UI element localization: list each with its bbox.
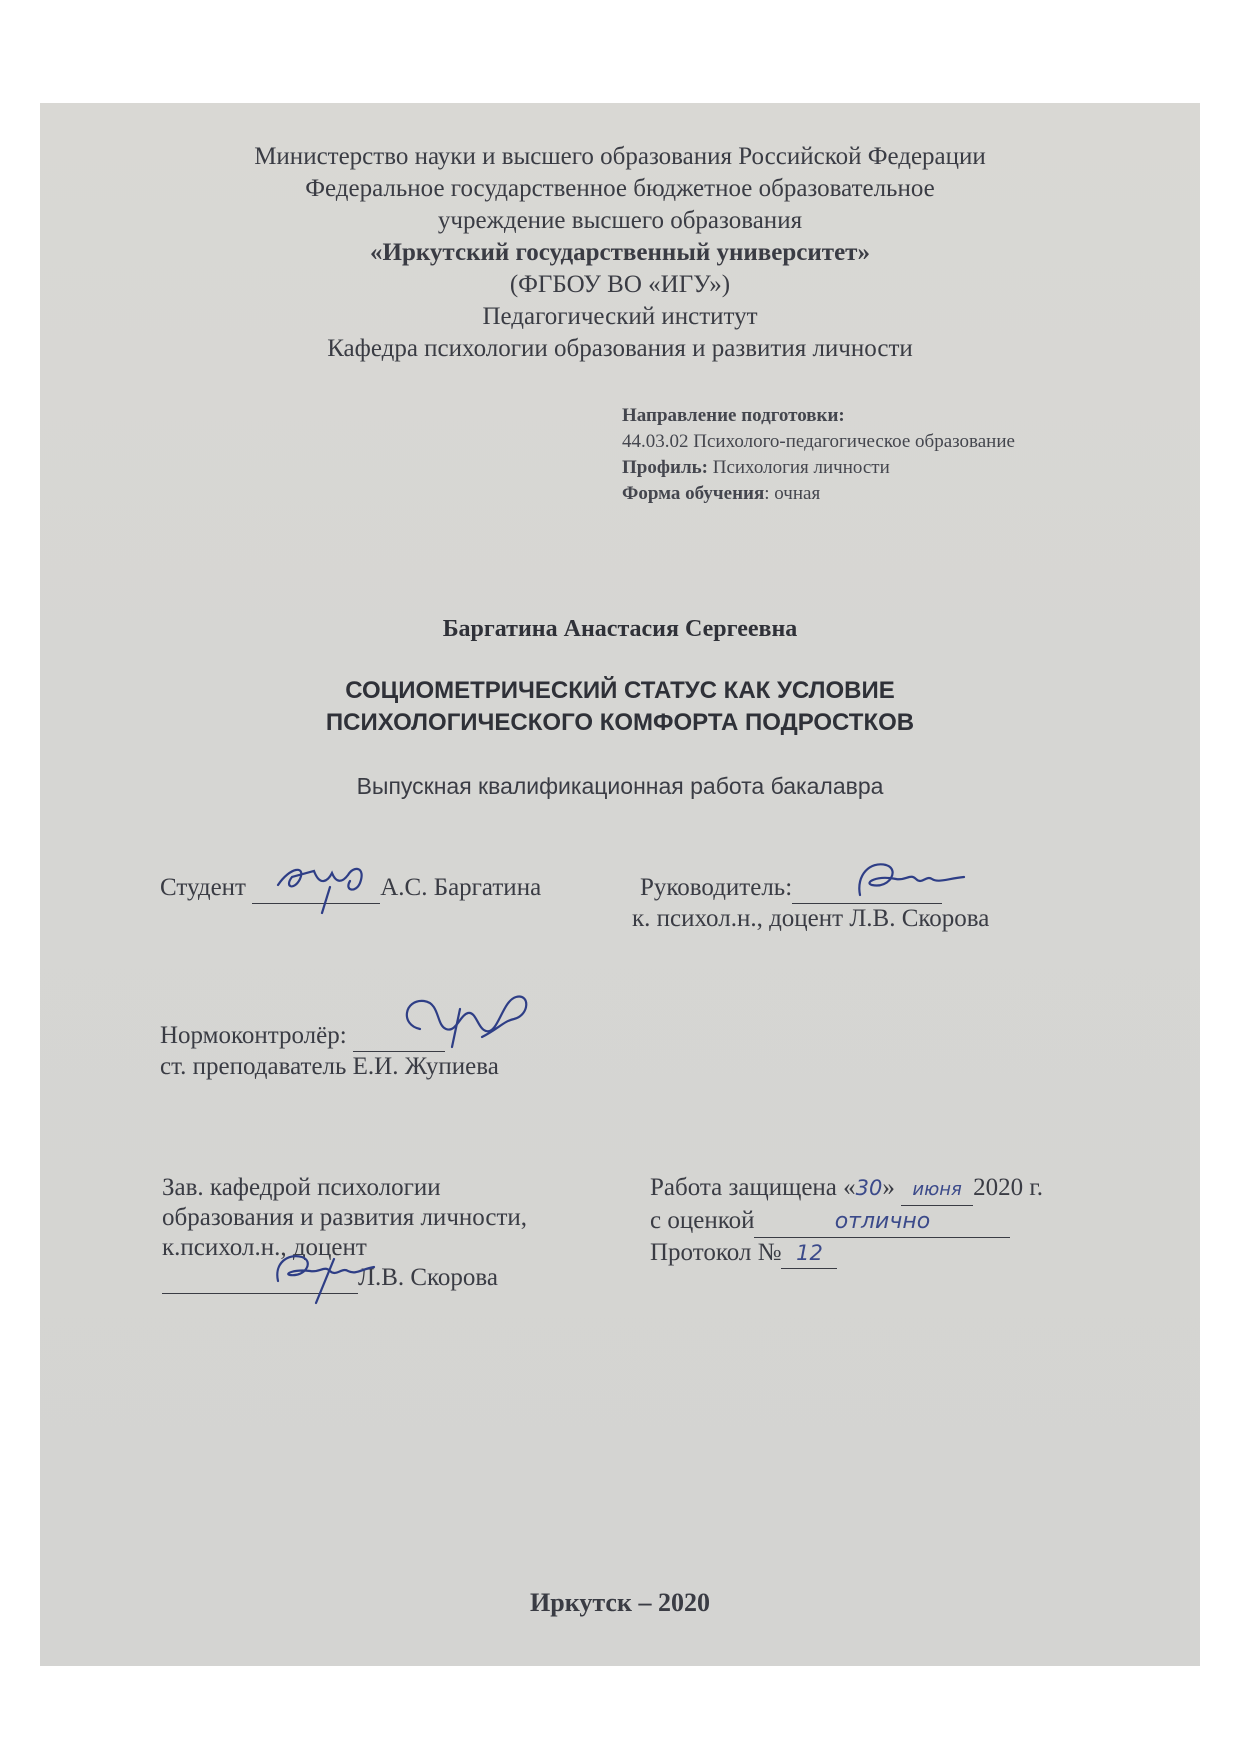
head-signature-icon	[262, 1245, 392, 1305]
head-line-2: образования и развития личности,	[162, 1204, 528, 1231]
defense-day: 30	[855, 1176, 883, 1200]
university-name: «Иркутский государственный университет»	[370, 239, 870, 266]
head-line-3: к.психол.н., доцент	[162, 1234, 367, 1261]
supervisor-signature-icon	[846, 855, 976, 905]
normcontrol-label: Нормоконтролёр:	[160, 1022, 347, 1049]
grade-value: отлично	[834, 1209, 931, 1234]
normcontrol-signature-icon	[390, 989, 550, 1059]
head-line-1: Зав. кафедрой психологии	[162, 1174, 441, 1201]
normcontrol-name: ст. преподаватель Е.И. Жупиева	[160, 1053, 499, 1080]
direction-label: Направление подготовки	[622, 405, 839, 426]
defense-month: июня	[912, 1179, 962, 1200]
department-name: Кафедра психологии образования и развития личности	[327, 335, 913, 362]
institution-line-2: учреждение высшего образования	[437, 207, 803, 234]
protocol-number: 12	[796, 1241, 823, 1265]
document-page	[40, 103, 1200, 1666]
institute-name: Педагогический институт	[482, 303, 758, 330]
thesis-type: Выпускная квалификационная работа бакалавра	[356, 773, 884, 799]
direction-value: 44.03.02 Психолого-педагогическое образование	[622, 431, 1015, 452]
defense-year: 2020 г.	[973, 1174, 1044, 1201]
ministry-line: Министерство науки и высшего образования Российской Федерации	[254, 143, 986, 170]
supervisor-label: Руководитель:	[640, 874, 793, 901]
footer-city-year: Иркутск – 2020	[530, 1588, 710, 1617]
defense-block: Работа защищена «30» июня 2020 г. с оценкой отлично Протокол № 12	[650, 1173, 1043, 1269]
university-abbreviation: (ФГБОУ ВО «ИГУ»)	[509, 271, 731, 298]
profile-value: Психология личности	[712, 457, 890, 478]
supervisor-name: к. психол.н., доцент Л.В. Скорова	[632, 905, 990, 932]
program-info: Направление подготовки: 44.03.02 Психолого-педагогическое образование Профиль: Психология личности Форма обучения: очная	[622, 405, 1015, 504]
profile-label: Профиль	[622, 457, 702, 478]
author-name: Баргатина Анастасия Сергеевна	[442, 616, 798, 642]
student-signature-icon	[270, 857, 390, 917]
student-name: А.С. Баргатина	[380, 874, 542, 901]
protocol-label: Протокол №	[650, 1239, 782, 1266]
form-value: очная	[774, 483, 821, 504]
grade-label: с оценкой	[650, 1207, 755, 1234]
form-label: Форма обучения	[622, 483, 765, 504]
student-label: Студент	[160, 874, 246, 901]
thesis-title-line-2: ПСИХОЛОГИЧЕСКОГО КОМФОРТА ПОДРОСТКОВ	[325, 709, 915, 736]
thesis-title-line-1: СОЦИОМЕТРИЧЕСКИЙ СТАТУС КАК УСЛОВИЕ	[345, 677, 895, 704]
institution-line-1: Федеральное государственное бюджетное образовательное	[305, 175, 935, 202]
defense-protected-prefix: Работа защищена «	[650, 1174, 856, 1201]
head-name: Л.В. Скорова	[358, 1264, 499, 1291]
